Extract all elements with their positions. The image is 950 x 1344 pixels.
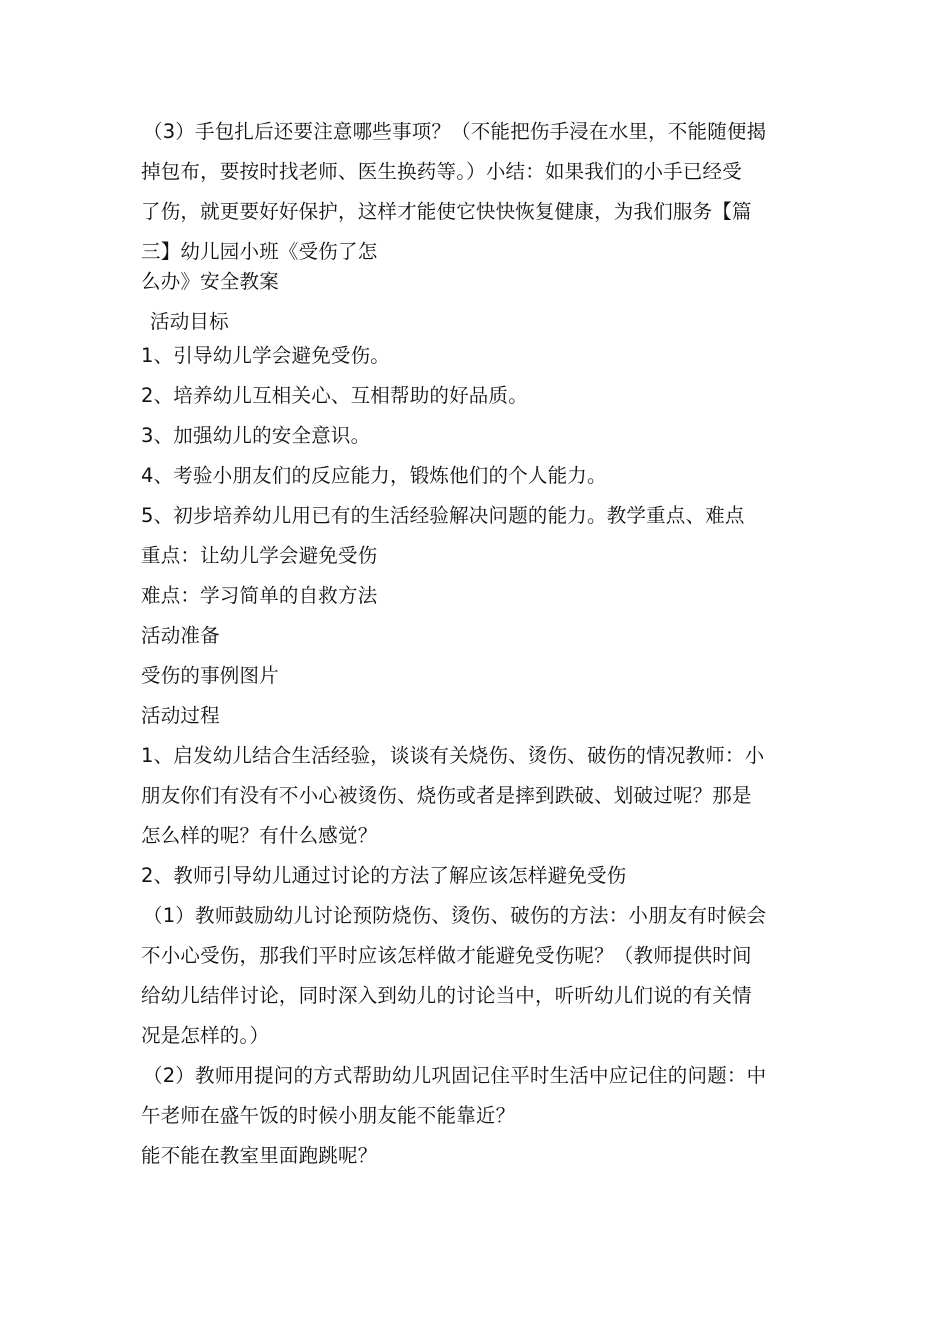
list-item: 2、培养幼儿互相关心、互相帮助的好品质。	[141, 384, 528, 407]
paragraph-line: （3）手包扎后还要注意哪些事项？（不能把伤手浸在水里，不能随便揭	[143, 120, 767, 143]
paragraph-line: 能不能在教室里面跑跳呢？	[141, 1144, 378, 1167]
section-heading: 活动过程	[141, 704, 220, 727]
paragraph-line: （1）教师鼓励幼儿讨论预防烧伤、烫伤、破伤的方法：小朋友有时候会	[143, 904, 767, 927]
paragraph-line: 况是怎样的。）	[141, 1024, 270, 1047]
paragraph-line: 掉包布，要按时找老师、医生换药等。）小结：如果我们的小手已经受	[141, 160, 742, 183]
list-item: 5、初步培养幼儿用已有的生活经验解决问题的能力。教学重点、难点	[141, 504, 745, 527]
section-heading: 活动目标	[150, 310, 229, 333]
paragraph-line: 不小心受伤，那我们平时应该怎样做才能避免受伤呢？（教师提供时间	[141, 944, 752, 967]
paragraph-line: 重点：让幼儿学会避免受伤	[141, 544, 378, 567]
paragraph-line: 怎么样的呢？有什么感觉？	[141, 824, 378, 847]
paragraph-line: 了伤，就更要好好保护，这样才能使它快快恢复健康，为我们服务【篇	[141, 200, 752, 223]
paragraph-line: 朋友你们有没有不小心被烫伤、烧伤或者是摔到跌破、划破过呢？那是	[141, 784, 752, 807]
list-item: 1、启发幼儿结合生活经验，谈谈有关烧伤、烫伤、破伤的情况教师：小	[141, 744, 765, 767]
list-item: 3、加强幼儿的安全意识。	[141, 424, 371, 447]
paragraph-line: 受伤的事例图片	[141, 664, 279, 687]
paragraph-line: 午老师在盛午饭的时候小朋友能不能靠近？	[141, 1104, 516, 1127]
paragraph-line: 三】幼儿园小班《受伤了怎	[141, 240, 378, 263]
paragraph-line: （2）教师用提问的方式帮助幼儿巩固记住平时生活中应记住的问题：中	[143, 1064, 767, 1087]
paragraph-line: 给幼儿结伴讨论，同时深入到幼儿的讨论当中，听听幼儿们说的有关情	[141, 984, 752, 1007]
paragraph-line: 么办》安全教案	[141, 270, 279, 293]
paragraph-line: 难点：学习简单的自救方法	[141, 584, 378, 607]
section-heading: 活动准备	[141, 624, 220, 647]
list-item: 1、引导幼儿学会避免受伤。	[141, 344, 391, 367]
list-item: 2、教师引导幼儿通过讨论的方法了解应该怎样避免受伤	[141, 864, 627, 887]
list-item: 4、考验小朋友们的反应能力，锻炼他们的个人能力。	[141, 464, 607, 487]
